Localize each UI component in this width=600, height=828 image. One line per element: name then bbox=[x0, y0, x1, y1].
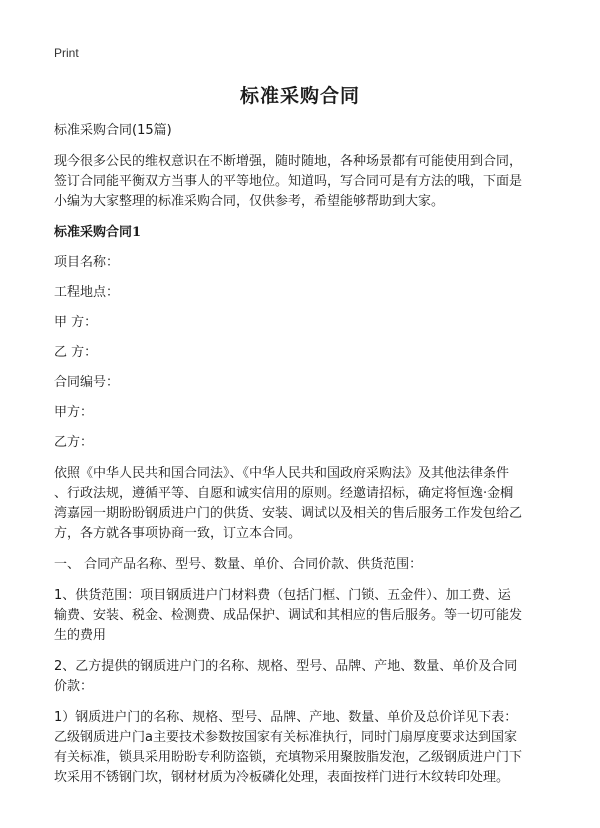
section-heading: 标准采购合同1 bbox=[54, 225, 142, 240]
basis-paragraph bbox=[54, 464, 554, 544]
field-party-a-sign: 甲方： bbox=[54, 405, 94, 420]
intro-paragraph bbox=[54, 152, 554, 212]
field-party-b-sign: 乙方： bbox=[54, 435, 94, 450]
clause-1-1 bbox=[54, 586, 554, 646]
field-contract-number: 合同编号： bbox=[54, 375, 120, 390]
clause-1-2-1 bbox=[54, 708, 554, 788]
clause-1-heading: 一、 合同产品名称、型号、数量、单价、合同价款、供货范围： bbox=[54, 557, 423, 572]
clause-line: 坎采用不锈钢门坎，钢材材质为冷板磷化处理，表面按样门进行木纹转印处理。 bbox=[54, 770, 510, 785]
clause-1-2 bbox=[54, 657, 554, 697]
field-project-location: 工程地点： bbox=[54, 285, 120, 300]
field-party-a: 甲 方： bbox=[54, 315, 98, 330]
intro-line: 签订合同能平衡双方当事人的平等地位。知道吗，写合同可是有方法的哦，下面是 bbox=[54, 174, 523, 189]
document-subtitle: 标准采购合同(15篇) bbox=[54, 123, 172, 138]
basis-line: 湾嘉园一期盼盼钢质进户门的供货、安装、调试以及相关的售后服务工作发包给乙 bbox=[54, 506, 523, 521]
clause-line: 输费、安装、税金、检测费、成品保护、调试和其相应的售后服务。等一切可能发 bbox=[54, 608, 523, 623]
clause-line: 生的费用 bbox=[54, 628, 107, 643]
field-party-b: 乙 方： bbox=[54, 345, 98, 360]
clause-line: 价款： bbox=[54, 679, 94, 694]
intro-line: 现今很多公民的维权意识在不断增强，随时随地，各种场景都有可能使用到合同， bbox=[54, 154, 523, 169]
basis-line: 方，各方就各事项协商一致，订立本合同。 bbox=[54, 526, 302, 541]
print-link[interactable]: Print bbox=[54, 46, 79, 60]
clause-line: 1）钢质进户门的名称、规格、型号、品牌、产地、数量、单价及总价详见下表： bbox=[54, 710, 518, 725]
intro-line: 小编为大家整理的标准采购合同，仅供参考，希望能够帮助到大家。 bbox=[54, 194, 445, 209]
document-title: 标准采购合同 bbox=[239, 85, 360, 107]
clause-line: 1、供货范围：项目钢质进户门材料费（包括门框、门锁、五金件）、加工费、运 bbox=[54, 588, 511, 603]
clause-line: 乙级钢质进户门a主要技术参数按国家有关标准执行，同时门扇厚度要求达到国家 bbox=[54, 730, 517, 745]
basis-line: 依照《中华人民共和国合同法》、《中华人民共和国政府采购法》及其他法律条件 bbox=[54, 466, 510, 481]
clause-line: 有关标准，锁具采用盼盼专利防盗锁，充填物采用聚胺脂发泡，乙级钢质进户门下 bbox=[54, 750, 523, 765]
document-body bbox=[54, 121, 554, 788]
clause-line: 2、乙方提供的钢质进户门的名称、规格、型号、品牌、产地、数量、单价及合同 bbox=[54, 659, 518, 674]
basis-line: 、行政法规，遵循平等、自愿和诚实信用的原则。经邀请招标，确定将恒逸·金榈 bbox=[54, 486, 514, 501]
field-project-name: 项目名称： bbox=[54, 255, 120, 270]
